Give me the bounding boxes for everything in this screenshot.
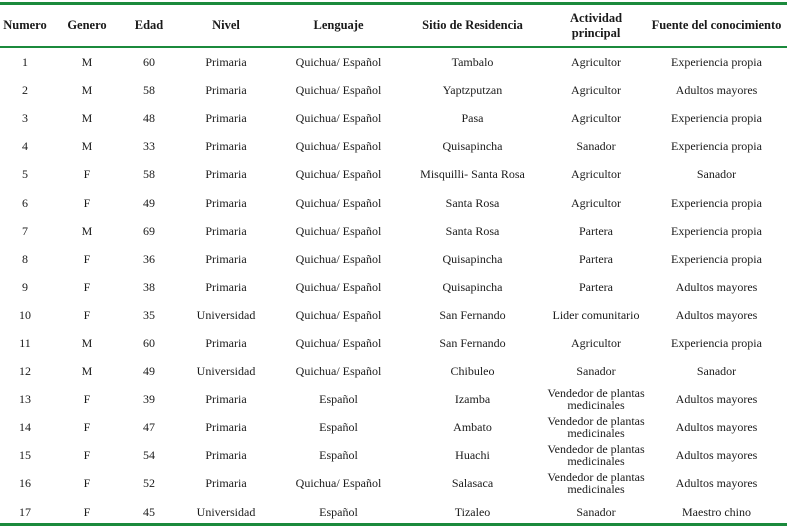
cell-actividad: Partera	[579, 223, 613, 238]
cell-genero: F	[83, 195, 91, 210]
cell-edad: 38	[143, 279, 155, 294]
cell-edad: 60	[143, 55, 155, 70]
cell-genero: M	[81, 364, 93, 379]
cell-actividad: Sanador	[576, 364, 616, 379]
cell-edad: 52	[143, 476, 155, 491]
table-row	[0, 273, 787, 301]
cell-sitio: Quisapincha	[442, 139, 503, 154]
header-fuente: Fuente del conocimiento	[651, 18, 782, 32]
cell-sitio: Pasa	[461, 111, 484, 126]
header-sitio: Sitio de Residencia	[422, 18, 523, 32]
cell-edad: 45	[143, 504, 155, 519]
cell-lenguaje: Español	[319, 392, 358, 407]
table-row	[0, 413, 787, 441]
cell-edad: 54	[143, 448, 155, 463]
cell-edad: 36	[143, 251, 155, 266]
cell-actividad: Agricultor	[571, 55, 621, 70]
cell-numero: 16	[19, 476, 31, 491]
informants-table	[0, 5, 787, 46]
cell-actividad: Agricultor	[571, 83, 621, 98]
cell-lenguaje: Quichua/ Español	[295, 195, 382, 210]
cell-numero: 8	[22, 251, 28, 266]
header-actividad: Actividad principal	[569, 10, 623, 40]
cell-nivel: Primaria	[205, 476, 247, 491]
cell-numero: 3	[22, 111, 28, 126]
cell-fuente: Maestro chino	[682, 504, 751, 519]
table-row	[0, 132, 787, 160]
table-row	[0, 245, 787, 273]
cell-nivel: Primaria	[205, 167, 247, 182]
cell-actividad: Agricultor	[571, 195, 621, 210]
cell-lenguaje: Quichua/ Español	[295, 335, 382, 350]
cell-lenguaje: Español	[319, 448, 358, 463]
cell-actividad: Agricultor	[571, 111, 621, 126]
table-row	[0, 498, 787, 526]
table-row	[0, 76, 787, 104]
table-row	[0, 441, 787, 469]
cell-numero: 10	[19, 307, 31, 322]
cell-edad: 60	[143, 335, 155, 350]
cell-edad: 47	[143, 420, 155, 435]
cell-numero: 12	[19, 364, 31, 379]
cell-lenguaje: Quichua/ Español	[295, 83, 382, 98]
cell-fuente: Experiencia propia	[671, 195, 762, 210]
cell-fuente: Adultos mayores	[675, 83, 758, 98]
cell-lenguaje: Español	[319, 504, 358, 519]
cell-nivel: Primaria	[205, 335, 247, 350]
cell-numero: 14	[19, 420, 31, 435]
cell-actividad: Vendedor de plantas medicinales	[547, 470, 645, 497]
cell-nivel: Primaria	[205, 195, 247, 210]
cell-genero: M	[81, 111, 93, 126]
cell-nivel: Primaria	[205, 83, 247, 98]
cell-actividad: Sanador	[576, 504, 616, 519]
cell-numero: 1	[22, 55, 28, 70]
cell-nivel: Primaria	[205, 279, 247, 294]
cell-fuente: Experiencia propia	[671, 55, 762, 70]
cell-genero: F	[83, 504, 91, 519]
cell-lenguaje: Quichua/ Español	[295, 476, 382, 491]
cell-lenguaje: Quichua/ Español	[295, 307, 382, 322]
cell-numero: 7	[22, 223, 28, 238]
bottom-rule	[0, 523, 787, 526]
cell-genero: M	[81, 335, 93, 350]
cell-genero: F	[83, 476, 91, 491]
cell-fuente: Sanador	[696, 167, 737, 182]
cell-fuente: Experiencia propia	[671, 111, 762, 126]
cell-lenguaje: Quichua/ Español	[295, 167, 382, 182]
cell-fuente: Adultos mayores	[675, 476, 758, 491]
table-row	[0, 385, 787, 413]
cell-fuente: Sanador	[696, 364, 737, 379]
cell-edad: 49	[143, 364, 155, 379]
cell-edad: 58	[143, 83, 155, 98]
cell-nivel: Primaria	[205, 251, 247, 266]
cell-actividad: Lider comunitario	[552, 307, 640, 322]
cell-numero: 17	[19, 504, 31, 519]
cell-genero: F	[83, 251, 91, 266]
header-genero: Genero	[67, 18, 107, 32]
cell-sitio: Chibuleo	[450, 364, 495, 379]
cell-sitio: Santa Rosa	[445, 195, 500, 210]
cell-lenguaje: Quichua/ Español	[295, 139, 382, 154]
informants-table-body	[0, 48, 787, 526]
cell-sitio: Santa Rosa	[445, 223, 500, 238]
cell-fuente: Experiencia propia	[671, 223, 762, 238]
cell-sitio: Yaptzputzan	[442, 83, 503, 98]
cell-sitio: Ambato	[453, 420, 492, 435]
cell-genero: M	[81, 139, 93, 154]
cell-genero: M	[81, 223, 93, 238]
cell-genero: F	[83, 307, 91, 322]
cell-sitio: Misquilli- Santa Rosa	[420, 167, 525, 182]
cell-genero: F	[83, 448, 91, 463]
header-edad: Edad	[134, 18, 164, 32]
cell-genero: M	[81, 83, 93, 98]
cell-nivel: Universidad	[196, 307, 256, 322]
table-row	[0, 104, 787, 132]
table-row	[0, 469, 787, 497]
cell-actividad: Vendedor de plantas medicinales	[547, 414, 645, 441]
cell-lenguaje: Quichua/ Español	[295, 223, 382, 238]
cell-nivel: Universidad	[196, 364, 256, 379]
cell-nivel: Primaria	[205, 55, 247, 70]
cell-sitio: San Fernando	[439, 335, 506, 350]
cell-numero: 15	[19, 448, 31, 463]
cell-fuente: Adultos mayores	[675, 307, 758, 322]
cell-fuente: Adultos mayores	[675, 448, 758, 463]
cell-numero: 2	[22, 83, 28, 98]
cell-actividad: Vendedor de plantas medicinales	[547, 442, 645, 469]
header-numero: Numero	[3, 18, 47, 32]
cell-actividad: Partera	[579, 251, 613, 266]
cell-actividad: Vendedor de plantas medicinales	[547, 386, 645, 413]
cell-actividad: Sanador	[576, 139, 616, 154]
informants-table-container	[0, 2, 787, 526]
cell-genero: F	[83, 392, 91, 407]
cell-sitio: Tambalo	[451, 55, 494, 70]
table-row	[0, 301, 787, 329]
cell-edad: 33	[143, 139, 155, 154]
cell-numero: 13	[19, 392, 31, 407]
header-row	[0, 5, 787, 46]
cell-sitio: San Fernando	[439, 307, 506, 322]
cell-fuente: Adultos mayores	[675, 420, 758, 435]
cell-fuente: Experiencia propia	[671, 139, 762, 154]
cell-fuente: Experiencia propia	[671, 335, 762, 350]
cell-genero: F	[83, 420, 91, 435]
cell-nivel: Primaria	[205, 392, 247, 407]
header-nivel: Nivel	[212, 18, 240, 32]
cell-genero: M	[81, 55, 93, 70]
cell-lenguaje: Quichua/ Español	[295, 279, 382, 294]
cell-nivel: Primaria	[205, 448, 247, 463]
cell-sitio: Tizaleo	[454, 504, 491, 519]
cell-sitio: Izamba	[454, 392, 491, 407]
cell-sitio: Salasaca	[451, 476, 494, 491]
cell-nivel: Universidad	[196, 504, 256, 519]
table-row	[0, 329, 787, 357]
cell-lenguaje: Quichua/ Español	[295, 55, 382, 70]
cell-genero: F	[83, 167, 91, 182]
cell-edad: 48	[143, 111, 155, 126]
cell-edad: 35	[143, 307, 155, 322]
cell-nivel: Primaria	[205, 111, 247, 126]
cell-sitio: Quisapincha	[442, 251, 503, 266]
cell-numero: 6	[22, 195, 28, 210]
table-row	[0, 217, 787, 245]
cell-lenguaje: Quichua/ Español	[295, 111, 382, 126]
cell-nivel: Primaria	[205, 223, 247, 238]
cell-edad: 58	[143, 167, 155, 182]
cell-numero: 11	[19, 335, 31, 350]
cell-fuente: Adultos mayores	[675, 279, 758, 294]
cell-lenguaje: Español	[319, 420, 358, 435]
cell-sitio: Huachi	[455, 448, 490, 463]
cell-edad: 69	[143, 223, 155, 238]
cell-genero: F	[83, 279, 91, 294]
cell-edad: 49	[143, 195, 155, 210]
cell-actividad: Agricultor	[571, 335, 621, 350]
cell-lenguaje: Quichua/ Español	[295, 364, 382, 379]
table-row	[0, 48, 787, 76]
cell-lenguaje: Quichua/ Español	[295, 251, 382, 266]
cell-fuente: Adultos mayores	[675, 392, 758, 407]
table-row	[0, 357, 787, 385]
cell-numero: 4	[22, 139, 28, 154]
cell-actividad: Agricultor	[571, 167, 621, 182]
table-body	[0, 48, 787, 526]
cell-sitio: Quisapincha	[442, 279, 503, 294]
cell-numero: 9	[22, 279, 28, 294]
header-lenguaje: Lenguaje	[313, 18, 364, 32]
cell-fuente: Experiencia propia	[671, 251, 762, 266]
table-header	[0, 5, 787, 46]
cell-edad: 39	[143, 392, 155, 407]
table-row	[0, 188, 787, 216]
cell-nivel: Primaria	[205, 420, 247, 435]
cell-nivel: Primaria	[205, 139, 247, 154]
cell-actividad: Partera	[579, 279, 613, 294]
cell-numero: 5	[22, 167, 28, 182]
table-row	[0, 160, 787, 188]
